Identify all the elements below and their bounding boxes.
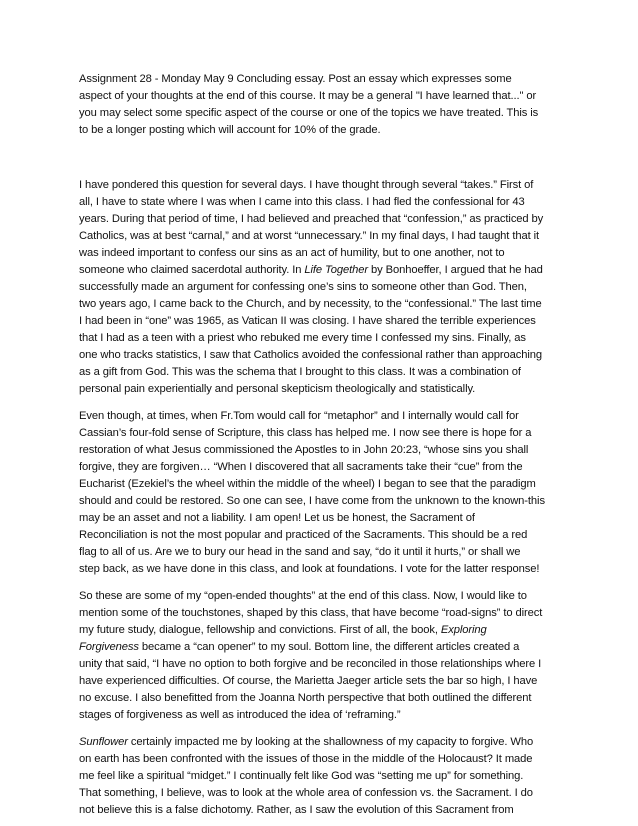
paragraph-line: that I had as a teen with a priest who rebuked me every time I confessed my sins. Finally, as bbox=[79, 332, 526, 344]
paragraph-line: restoration of what Jesus commissioned the Apostles to in John 20:23, “whose sins you shall bbox=[79, 444, 529, 456]
paragraph-line: I have pondered this question for several days. I have thought through several “takes.” First of bbox=[79, 179, 534, 191]
paragraph-line: stages of forgiveness as well as introduced the idea of ‘reframing.” bbox=[79, 709, 401, 721]
text-run: became a “can opener” to my soul. Bottom line, the different articles created a bbox=[138, 641, 520, 653]
book-title-life-together: Life Together bbox=[304, 264, 368, 276]
paragraph-line: one who tracks statistics, I saw that Catholics avoided the confessional rather than approaching bbox=[79, 349, 543, 361]
paragraph-line: should and could be restored. So one can see, I have come from the unknown to the known-this bbox=[79, 495, 545, 507]
essay-paragraph-1 bbox=[79, 177, 563, 398]
assignment-line: Assignment 28 - Monday May 9 Concluding essay. Post an essay which expresses some bbox=[79, 73, 512, 85]
paragraph-line: mention some of the touchstones, shaped by this class, that have become “road-signs” to direct bbox=[79, 607, 543, 619]
essay-paragraph-4 bbox=[79, 734, 563, 819]
paragraph-line: step back, as we have done in this class, and look at foundations. I vote for the latter response! bbox=[79, 563, 540, 575]
essay-paragraph-2 bbox=[79, 408, 563, 578]
assignment-prompt bbox=[79, 71, 563, 139]
paragraph-line: That something, I believe, was to look at the whole area of confession vs. the Sacrament. I do bbox=[79, 787, 533, 799]
paragraph-line: Eucharist (Ezekiel’s the wheel within the middle of the wheel) I began to see that the paradigm bbox=[79, 478, 536, 490]
paragraph-line: forgive, they are forgiven… “When I discovered that all sacraments take their “cue” from the bbox=[79, 461, 523, 473]
assignment-line: you may select some specific aspect of the course or one of the topics we have treated. This is bbox=[79, 107, 539, 119]
paragraph-line: all, I have to state where I was when I came into this class. I had fled the confessional for 43 bbox=[79, 196, 525, 208]
paragraph-line: successfully made an argument for confessing one’s sins to someone other than God. Then, bbox=[79, 281, 527, 293]
paragraph-line: Cassian’s four-fold sense of Scripture, this class has helped me. I now see there is hope for a bbox=[79, 427, 532, 439]
essay-paragraph-3 bbox=[79, 588, 563, 724]
paragraph-line: personal pain experientially and personal skepticism theologically and statistically. bbox=[79, 383, 476, 395]
paragraph-line: may be an asset and not a liability. I am open! Let us be honest, the Sacrament of bbox=[79, 512, 475, 524]
text-run: certainly impacted me by looking at the shallowness of my capacity to forgive. Who bbox=[127, 736, 534, 748]
text-run: my future study, dialogue, fellowship and convictions. First of all, the book, bbox=[79, 624, 441, 636]
paragraph-line bbox=[79, 639, 563, 656]
paragraph-line: me feel like a spiritual “midget.” I continually felt like God was “setting me up” for something. bbox=[79, 770, 524, 782]
assignment-line: to be a longer posting which will account for 10% of the grade. bbox=[79, 124, 381, 136]
text-run: by Bonhoeffer, I argued that he had bbox=[368, 264, 543, 276]
document-page bbox=[79, 71, 563, 819]
paragraph-line: I had been in “one” was 1965, as Vatican II was closing. I have shared the terrible experiences bbox=[79, 315, 536, 327]
paragraph-line: So these are some of my “open-ended thoughts” at the end of this class. Now, I would like to bbox=[79, 590, 527, 602]
book-title-sunflower: Sunflower bbox=[79, 736, 128, 748]
paragraph-line bbox=[79, 622, 563, 639]
paragraph-line: unity that said, “I have no option to both forgive and be reconciled in those relationships where I bbox=[79, 658, 542, 670]
paragraph-line: years. During that period of time, I had believed and preached that “confession,” as practiced by bbox=[79, 213, 544, 225]
paragraph-line: Catholics, was at best “carnal,” and at worst “unnecessary.” In my final days, I had taught that it bbox=[79, 230, 539, 242]
paragraph-line: have experienced difficulties. Of course, the Marietta Jaeger article sets the bar so high, I have bbox=[79, 675, 538, 687]
book-title-exploring: Exploring bbox=[440, 624, 487, 636]
paragraph-line: Reconciliation is not the most popular and practiced of the Sacraments. This should be a red bbox=[79, 529, 528, 541]
paragraph-line: not believe this is a false dichotomy. Rather, as I saw the evolution of this Sacrament from bbox=[79, 804, 514, 816]
book-title-forgiveness: Forgiveness bbox=[79, 641, 139, 653]
paragraph-line bbox=[79, 262, 563, 279]
paragraph-line bbox=[79, 734, 563, 751]
text-run: someone who claimed sacerdotal authority. In bbox=[79, 264, 305, 276]
paragraph-line: on earth has been confronted with the issues of those in the middle of the Holocaust? It made bbox=[79, 753, 533, 765]
paragraph-line: was indeed important to confess our sins as an act of humility, but to one another, not to bbox=[79, 247, 505, 259]
paragraph-line: no excuse. I also benefitted from the Joanna North perspective that both outlined the different bbox=[79, 692, 532, 704]
paragraph-line: flag to all of us. Are we to bury our head in the sand and say, “do it until it hurts,” or shall we bbox=[79, 546, 521, 558]
paragraph-line: as a gift from God. This was the schema that I brought to this class. It was a combination of bbox=[79, 366, 521, 378]
paragraph-line: Even though, at times, when Fr.Tom would call for “metaphor” and I internally would call for bbox=[79, 410, 519, 422]
paragraph-line: two years ago, I came back to the Church, and by necessity, to the “confessional.” The last time bbox=[79, 298, 542, 310]
assignment-line: aspect of your thoughts at the end of this course. It may be a general "I have learned that..." or bbox=[79, 90, 537, 102]
